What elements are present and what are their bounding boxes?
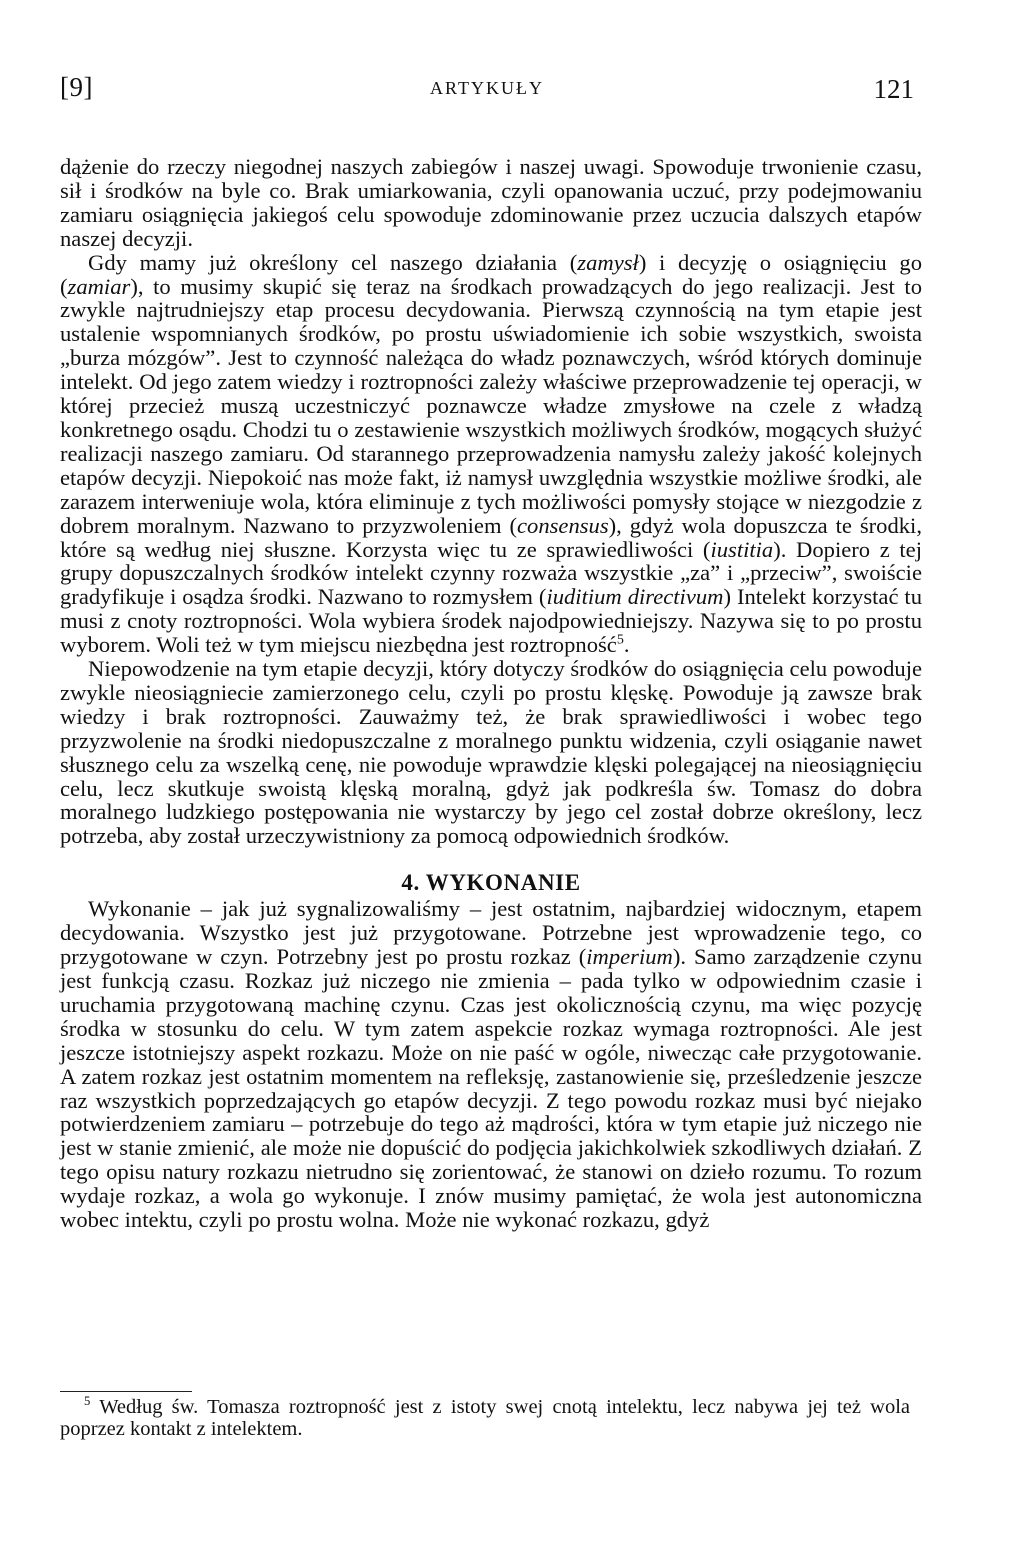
term-iuditium-directivum: iuditium directivum <box>546 584 724 610</box>
paragraph-2-text-g: ), gdyż wola dopuszcza te środki, które są według niej słuszne. Korzysta więc tu ze sprawiedliwości ( <box>60 512 922 562</box>
paragraph-2-text-e: ), to musimy skupić się teraz na środkach prowadzących do jego realizacji. Jest to zwykle najtrudniejszy etap procesu decydowania. Pierwszą czynnością na tym etapie jest ustalenie wspomnianych środków, po prostu uświadomienie ich sobie wszystkich, swoista „burza mózgów”. Jest to czynność należąca do władz poznawczych, wśród których dominuje intelekt. Od jego zatem wiedzy i roztropności zależy właściwe przeprowadzenie tej operacji, w której przecież muszą uczestniczyć poznawcze władze zmysłowe na czele z władzą konkretnego osądu. Chodzi tu o zestawienie wszystkich możliwych środków, mogących służyć realizacji naszego zamiaru. Od starannego przeprowadzenia namysłu zależy jakość kolejnych etapów decyzji. Niepokoić nas może fakt, iż namysł uwzględnia wszystkie możliwe środki, ale zarazem interweniuje wola, która eliminuje z tych możliwości pomysły stojące w niezgodzie z dobrem moralnym. Nazwano to przyzwoleniem ( <box>60 273 922 538</box>
term-zamiar: zamiar <box>67 273 131 299</box>
paragraph-1 <box>60 155 922 251</box>
body-text <box>60 155 922 1232</box>
paragraph-2-text-k: ) Intelekt korzystać tu musi z cnoty roztropności. Wola wybiera środek najodpowiedniejszy. Nazywa się to po prostu wyborem. Woli też w tym miejscu niezbędna jest roztropność <box>60 584 922 658</box>
page-number: 121 <box>873 74 914 104</box>
issue-number: [9] <box>60 72 93 102</box>
paragraph-4-text-a: Wykonanie – jak już sygnalizowaliśmy – jest ostatnim, najbardziej widocznym, etapem decydowania. Wszystko jest już przygotowane. Potrzebne jest wprowadzenie tego, co przygotowane w czyn. Potrzebny jest po prostu rozkaz ( <box>60 896 922 970</box>
running-header <box>60 72 914 112</box>
section-title: ARTYKUŁY <box>430 78 544 98</box>
term-imperium: imperium <box>586 944 673 970</box>
paragraph-3 <box>60 657 922 848</box>
paragraph-2 <box>60 251 922 657</box>
term-consensus: consensus <box>517 512 609 538</box>
paragraph-2-text-c: ) i decyzję o osiągnięciu go ( <box>60 249 922 299</box>
paragraph-4 <box>60 897 922 1232</box>
paragraph-2-text-l: . <box>623 632 630 658</box>
term-iustitia: iustitia <box>710 536 774 562</box>
term-zamysl: zamysł <box>577 249 639 275</box>
paragraph-2-text-i: ). Dopiero z tej grupy dopuszczalnych środków intelekt czynny rozważa wszystkie „za” i „przeciw”, swoiście gradyfikuje i osądza środki. Nazwano to rozmysłem ( <box>60 536 922 610</box>
paragraph-4-text-c: ). Samo zarządzenie czynu jest funkcją czasu. Rozkaz już niczego nie zmienia – pada tylko w odpowiednim czasie i uruchamia przygotowaną machinę czynu. Czas jest okolicznością czynu, ma więc pozycję środka w stosunku do celu. W tym zatem aspekcie rozkaz wymaga roztropności. Ale jest jeszcze istotniejszy aspekt rozkazu. Może on nie paść w ogóle, niwecząc całe przygotowanie. A zatem rozkaz jest ostatnim momentem na refleksję, zastanowienie się, prześledzenie jeszcze raz wszystkich poprzedzających go etapów decyzji. Z tego powodu rozkaz musi być niejako potwierdzeniem zamiaru – potrzebuje do tego aż mądrości, która w tym etapie już niczego nie jest w stanie zmienić, ale może nie dopuścić do podjęcia jakichkolwiek szkodliwych działań. Z tego opisu natury rozkazu nietrudno się zorientować, że stanowi on dzieło rozumu. To rozum wydaje rozkaz, a wola go wykonuje. I znów musimy pamiętać, że wola jest autonomiczna wobec intektu, czyli po prostu wolna. Może nie wykonać rozkazu, gdyż <box>60 944 923 1233</box>
footnote-text: Według św. Tomasza roztropność jest z istoty swej cnotą intelektu, lecz nabywa jej też wola poprzez kontakt z intelektem. <box>60 1396 910 1440</box>
footnote <box>60 1396 910 1440</box>
footnote-marker: 5 <box>84 1394 91 1409</box>
paragraph-1-text: dążenie do rzeczy niegodnej naszych zabiegów i naszej uwagi. Spowoduje trwonienie czasu, sił i środków na byle co. Brak umiarkowania, czyli opanowania uczuć, przy podejmowaniu zamiaru osiągnięcia jakiegoś celu spowoduje zdominowanie przez uczucia dalszych etapów naszej decyzji. <box>60 154 922 251</box>
paragraph-3-text: Niepowodzenie na tym etapie decyzji, który dotyczy środków do osiągnięcia celu powoduje zwykle nieosiągniecie zamierzonego celu, czyli po prostu klęskę. Powoduje ją zawsze brak wiedzy i brak roztropności. Zauważmy też, że brak sprawiedliwości i wobec tego przyzwolenie na środki niedopuszczalne z moralnego punktu widzenia, czyli osiąganie nawet słusznego celu za wszelką cenę, nie powoduje wprawdzie klęski polegającej na nieosiągnięciu celu, lecz skutkuje swoistą klęską moralną, gdyż jak podkreśla św. Tomasz do dobra moralnego ludzkiego postępowania nie wystarczy by jego cel został dobrze określony, lecz potrzeba, aby został urzeczywistniony za pomocą odpowiednich środków. <box>60 656 922 849</box>
footnote-divider <box>60 1391 192 1392</box>
section-heading: 4. WYKONANIE <box>401 870 581 896</box>
footnote-reference: 5 <box>616 632 624 648</box>
paragraph-2-text-a: Gdy mamy już określony cel naszego działania ( <box>88 249 578 275</box>
